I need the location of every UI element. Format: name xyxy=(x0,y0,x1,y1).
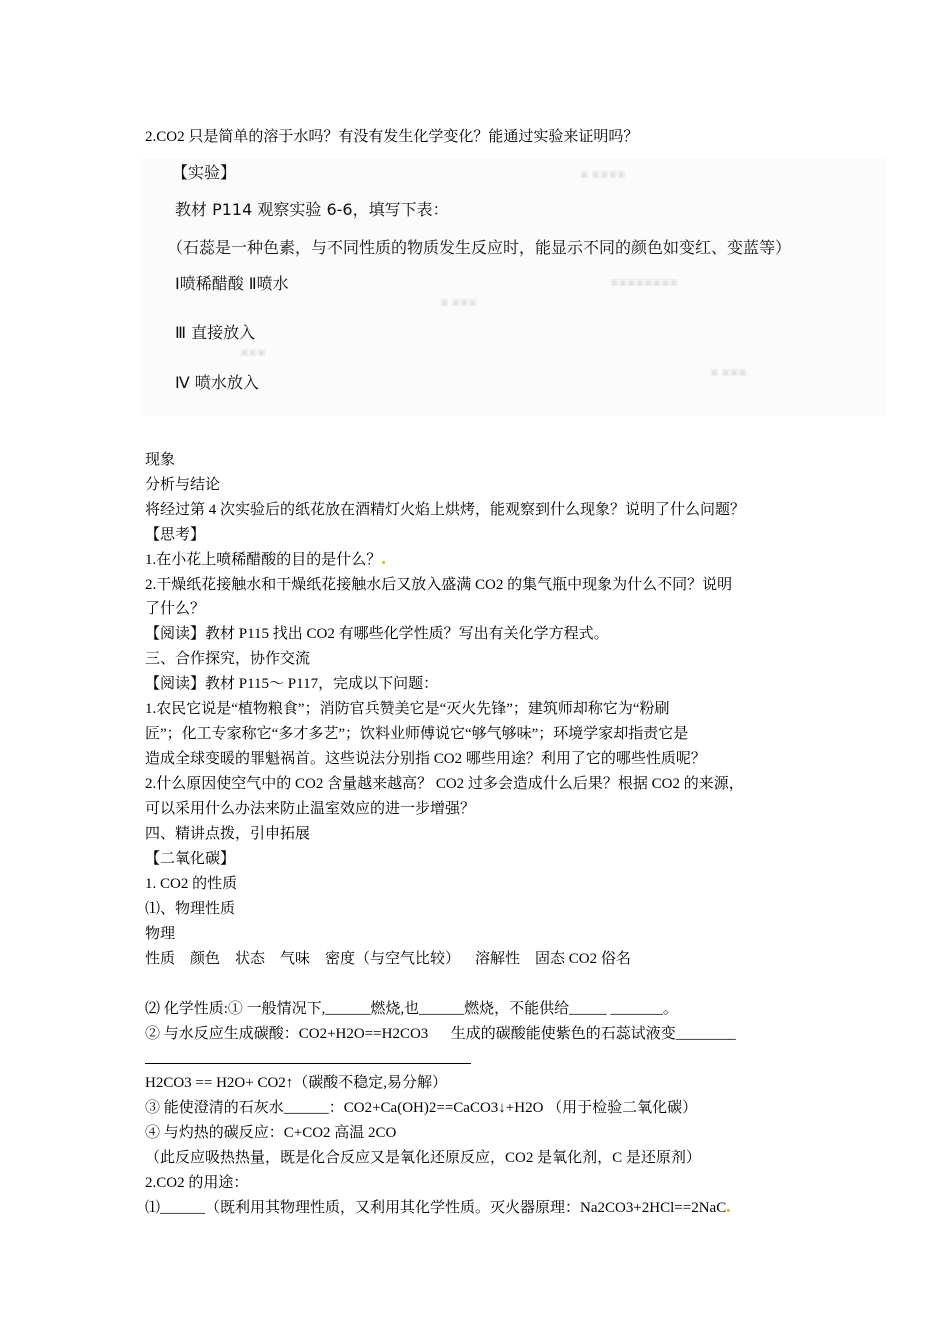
uses-heading: 2.CO2 的用途： xyxy=(145,1175,249,1191)
watermark-mark: ▣▣▣ xyxy=(240,348,266,358)
edit-mark-icon xyxy=(382,561,385,564)
think-heading: 【思考】 xyxy=(145,527,206,543)
question-1c: 造成全球变暖的罪魁祸首。这些说法分别指 CO2 哪些用途？利用了它的哪些性质呢？ xyxy=(145,751,706,767)
question-2b: 可以采用什么办法来防止温室效应的进一步增强？ xyxy=(145,801,476,817)
experiment-step-1-2: Ⅰ喷稀醋酸 Ⅱ喷水 xyxy=(175,274,289,293)
analysis-label: 分析与结论 xyxy=(145,477,221,493)
question-1b: 匠”；化工专家称它“多才多艺”；饮料业师傅说它“够气够味”；环境学家却指责它是 xyxy=(145,726,689,742)
co2-heading: 【二氧化碳】 xyxy=(145,851,236,867)
experiment-step-3: Ⅲ 直接放入 xyxy=(175,323,256,342)
experiment-image xyxy=(140,158,885,416)
edit-mark-icon xyxy=(727,1209,730,1212)
section-four-heading: 四、精讲点拨，引申拓展 xyxy=(145,826,311,842)
answer-blank-line xyxy=(145,1063,471,1064)
physical-label: 物理 xyxy=(145,926,176,942)
chemical-properties-1: ⑵ 化学性质:① 一般情况下,______燃烧,也______燃烧，不能供给_____ _______。 xyxy=(145,1001,678,1017)
chemical-properties-4: ④ 与灼热的碳反应：C+CO2 高温 2CO xyxy=(145,1125,397,1141)
think-question-1: 1.在小花上喷稀醋酸的目的是什么？ xyxy=(145,550,386,570)
question-1a: 1.农民它说是“植物粮食”；消防官兵赞美它是“灭火先锋”；建筑师却称它为“粉刷 xyxy=(145,701,670,717)
use-1: ⑴______（既利用其物理性质，又利用其化学性质。灭火器原理：Na2CO3+2HCl==2NaC xyxy=(145,1198,731,1218)
think-question-2a: 2.干燥纸花接触水和干燥纸花接触水后又放入盛满 CO2 的集气瓶中现象为什么不同？说明 xyxy=(145,577,733,593)
watermark-mark: ▣ ▣▣▣ xyxy=(710,368,747,378)
reaction-note: （此反应吸热热量，既是化合反应又是氧化还原反应，CO2 是氧化剂，C 是还原剂） xyxy=(145,1150,701,1166)
chemical-properties-3: ③ 能使澄清的石灰水______：CO2+Ca(OH)2==CaCO3↓+H2O （用于检验二氧化碳） xyxy=(145,1100,698,1116)
question-experiment-proof: 2.CO2 只是简单的溶于水吗？有没有发生化学变化？能通过实验来证明吗？ xyxy=(145,129,639,145)
watermark-mark: ▣ ▣▣▣ xyxy=(440,298,477,308)
question-2a: 2.什么原因使空气中的 CO2 含量越来越高？ CO2 过多会造成什么后果？根据 CO2 的来源， xyxy=(145,776,744,792)
experiment-step-4: Ⅳ 喷水放入 xyxy=(175,373,259,392)
bake-question: 将经过第 4 次实验后的纸花放在酒精灯火焰上烘烤，能观察到什么现象？说明了什么问题？ xyxy=(145,502,746,518)
phenomenon-label: 现象 xyxy=(145,452,176,468)
experiment-intro: 教材 P114 观察实验 6-6，填写下表： xyxy=(175,200,449,219)
watermark-mark: ▣ ▣▣▣▣ xyxy=(580,170,626,180)
physical-properties-heading: ⑴、物理性质 xyxy=(145,901,236,917)
properties-heading: 1. CO2 的性质 xyxy=(145,876,238,892)
chemical-properties-2: ② 与水反应生成碳酸：CO2+H2O==H2CO3 生成的碳酸能使紫色的石蕊试液变________ xyxy=(145,1026,736,1042)
think-question-2b: 了什么？ xyxy=(145,601,206,617)
carbonic-acid-decomposition: H2CO3 == H2O+ CO2↑（碳酸不稳定,易分解） xyxy=(145,1075,448,1091)
experiment-title: 【实验】 xyxy=(172,163,237,182)
watermark-mark: ▣▣▣▣▣▣▣▣ xyxy=(610,278,679,288)
reading-task-2: 【阅读】教材 P115～ P117，完成以下问题： xyxy=(145,676,439,692)
litmus-note: （石蕊是一种色素，与不同性质的物质发生反应时，能显示不同的颜色如变红、变蓝等） xyxy=(167,238,792,257)
reading-task-1: 【阅读】教材 P115 找出 CO2 有哪些化学性质？写出有关化学方程式。 xyxy=(145,626,609,642)
physical-properties-row: 性质 颜色 状态 气味 密度（与空气比较） 溶解性 固态 CO2 俗名 xyxy=(145,951,631,967)
section-three-heading: 三、合作探究，协作交流 xyxy=(145,651,311,667)
